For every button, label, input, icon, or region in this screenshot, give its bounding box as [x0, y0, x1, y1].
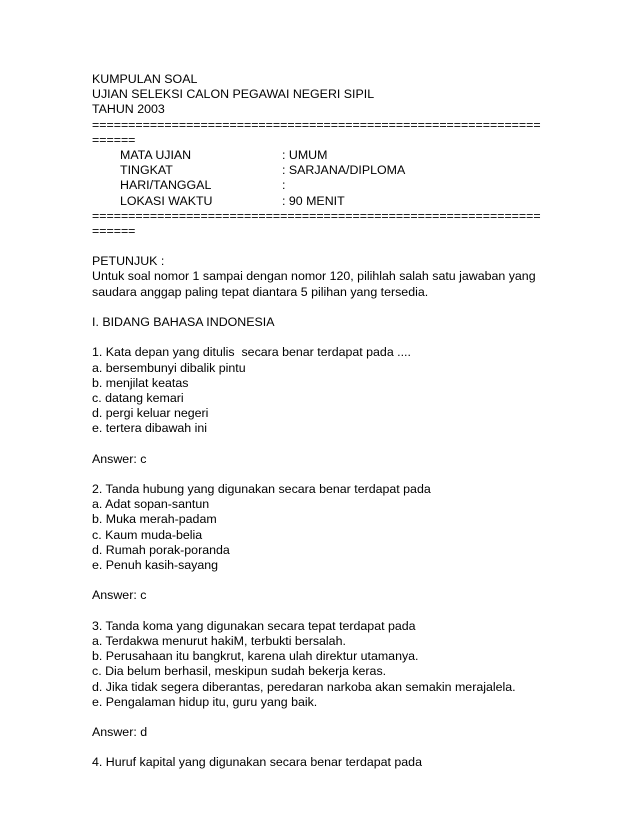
answer-option: e. tertera dibawah ini: [92, 421, 208, 436]
answer-option: d. Jika tidak segera diberantas, peredaran narkoba akan semakin merajalela.: [92, 679, 516, 694]
info-row-lokasi-waktu: [92, 194, 552, 209]
info-value: : UMUM: [282, 147, 328, 162]
answer-option: a. Terdakwa menurut hakiM, terbukti bersalah.: [92, 633, 346, 648]
answer-option: a. Adat sopan-santun: [92, 497, 210, 512]
spacer: [92, 300, 552, 315]
doc-subtitle: UJIAN SELEKSI CALON PEGAWAI NEGERI SIPIL: [92, 87, 375, 102]
document-page: [92, 72, 552, 771]
answer-key: Answer: c: [92, 451, 147, 466]
separator-top-b: ======: [92, 132, 136, 147]
instructions-line: saudara anggap paling tepat diantara 5 pilihan yang tersedia.: [92, 284, 429, 299]
instructions-line: Untuk soal nomor 1 sampai dengan nomor 120, pilihlah salah satu jawaban yang: [92, 269, 536, 284]
doc-year: TAHUN 2003: [92, 102, 165, 117]
separator-bottom-b: ======: [92, 223, 136, 238]
instructions-title: PETUNJUK :: [92, 254, 165, 269]
answer-option: c. Dia belum berhasil, meskipun sudah bekerja keras.: [92, 664, 387, 679]
info-value: :: [282, 178, 286, 193]
answer-option: e. Pengalaman hidup itu, guru yang baik.: [92, 694, 318, 709]
info-label: LOKASI WAKTU: [120, 193, 213, 208]
answer-option: b. Muka merah-padam: [92, 512, 217, 527]
answer-option: d. pergi keluar negeri: [92, 406, 209, 421]
answer-option: b. Perusahaan itu bangkrut, karena ulah direktur utamanya.: [92, 649, 419, 664]
spacer: [92, 467, 552, 482]
answer-key: Answer: c: [92, 588, 147, 603]
info-label: HARI/TANGGAL: [120, 178, 212, 193]
answer-key: Answer: d: [92, 725, 148, 740]
info-label: MATA UJIAN: [120, 147, 192, 162]
answer-option: c. datang kemari: [92, 390, 184, 405]
spacer: [92, 330, 552, 345]
answer-option: a. bersembunyi dibalik pintu: [92, 360, 246, 375]
spacer: [92, 740, 552, 755]
separator-top-a: ==============================================================: [92, 117, 541, 132]
separator-bottom-a: ==============================================================: [92, 208, 541, 223]
info-row-tingkat: [92, 163, 552, 178]
answer-option: d. Rumah porak-poranda: [92, 542, 230, 557]
answer-option: b. menjilat keatas: [92, 375, 189, 390]
info-value: : 90 MENIT: [282, 193, 345, 208]
info-value: : SARJANA/DIPLOMA: [282, 163, 406, 178]
info-label: TINGKAT: [120, 163, 173, 178]
doc-title: KUMPULAN SOAL: [92, 72, 198, 86]
answer-option: c. Kaum muda-belia: [92, 527, 203, 542]
spacer: [92, 710, 552, 725]
question-text: 4. Huruf kapital yang digunakan secara benar terdapat pada: [92, 755, 422, 770]
spacer: [92, 239, 552, 254]
question-text: 1. Kata depan yang ditulis secara benar terdapat pada ....: [92, 345, 411, 360]
spacer: [92, 573, 552, 588]
question-text: 2. Tanda hubung yang digunakan secara benar terdapat pada: [92, 482, 431, 497]
info-row-hari-tanggal: [92, 178, 552, 193]
spacer: [92, 437, 552, 452]
question-text: 3. Tanda koma yang digunakan secara tepat terdapat pada: [92, 618, 416, 633]
answer-option: e. Penuh kasih-sayang: [92, 558, 219, 572]
section-title: I. BIDANG BAHASA INDONESIA: [92, 315, 275, 329]
info-row-mata-ujian: [92, 148, 552, 163]
spacer: [92, 604, 552, 619]
